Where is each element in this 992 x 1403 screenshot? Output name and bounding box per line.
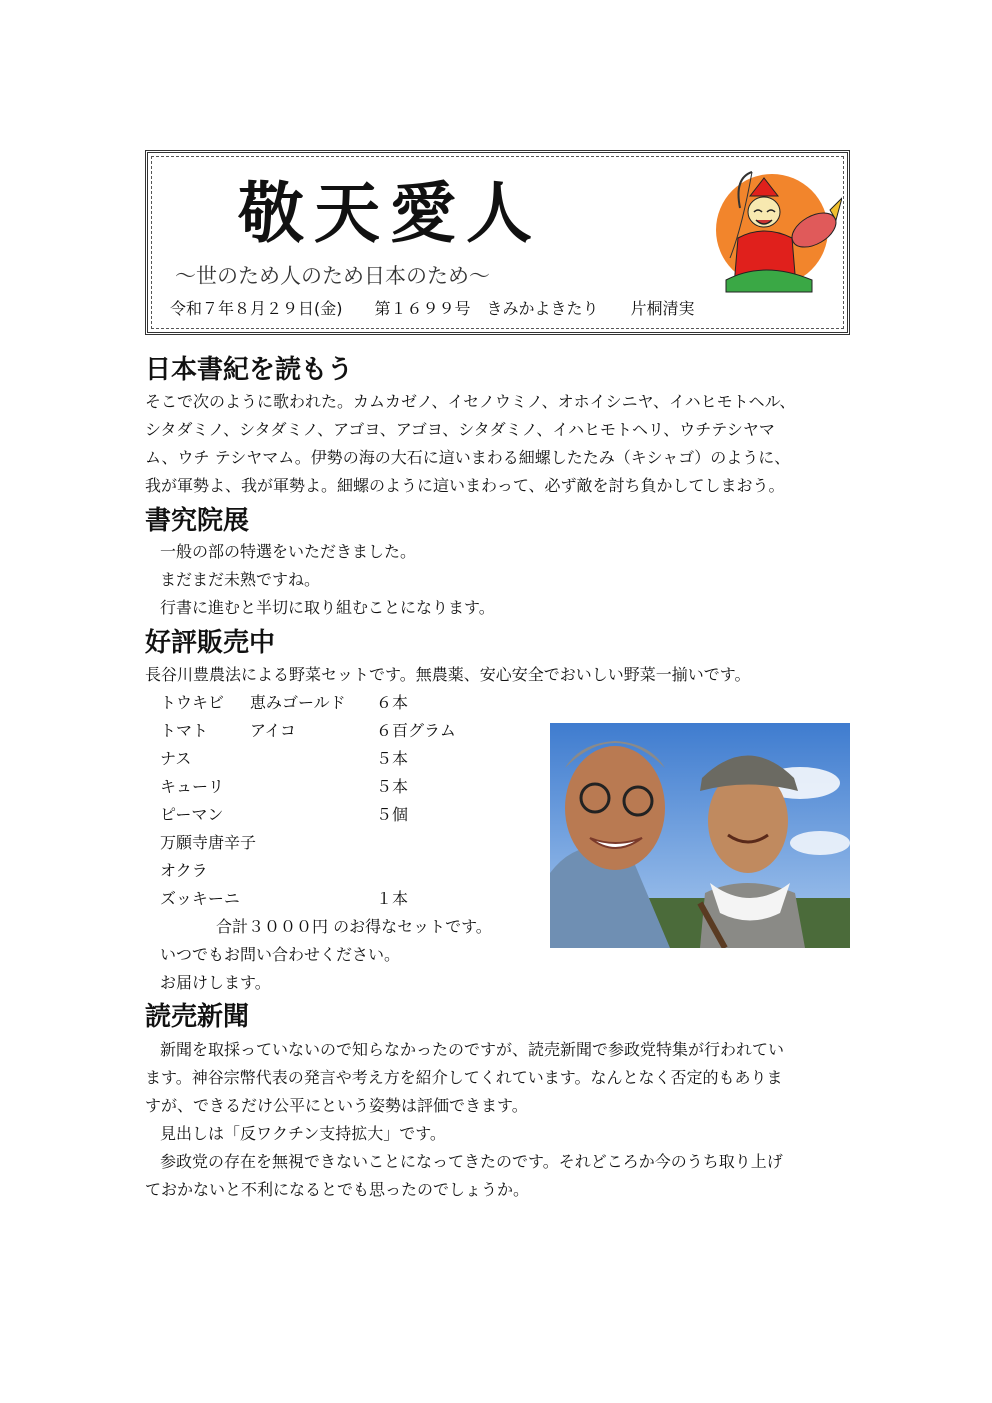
text-line: 参政党の存在を無視できないことになってきたのです。それどころか今のうち取り上げ (160, 1152, 783, 1171)
veg-name: キューリ (160, 777, 225, 796)
veg-name: 万願寺唐辛子 (160, 833, 257, 852)
farmers-photo (550, 723, 850, 948)
veg-qty: ５個 (376, 805, 409, 824)
text-line: 一般の部の特選をいただきました。 (160, 542, 417, 561)
veg-item (160, 773, 540, 801)
veg-qty: ５本 (376, 777, 409, 796)
veg-qty: ５本 (376, 749, 409, 768)
veg-variety: アイコ (250, 721, 296, 740)
text-line: 行書に進むと半切に取り組むことになります。 (160, 598, 495, 617)
section-heading-yomiuri: 読売新聞 (145, 1002, 250, 1032)
veg-qty: ６本 (376, 693, 409, 712)
text-line: まだまだ未熟ですね。 (160, 570, 321, 589)
text-line: すが、できるだけ公平にという姿勢は評価できます。 (145, 1096, 528, 1115)
text-line: 我が軍勢よ、我が軍勢よ。細螺のように這いまわって、必ず敵を討ち負かしてしまおう。 (145, 476, 785, 495)
sale-total: 合計３０００円 のお得なセットです。 (216, 917, 492, 936)
section-heading-sale: 好評販売中 (145, 628, 276, 658)
veg-item (160, 717, 540, 745)
section-heading-shokyuin: 書究院展 (145, 506, 250, 536)
text-line: 見出しは「反ワクチン支持拡大」です。 (160, 1124, 446, 1143)
veg-name: トウキビ (160, 693, 225, 712)
text-line: ます。神谷宗幣代表の発言や考え方を紹介してくれています。なんとなく否定的もありま (145, 1068, 783, 1087)
newsletter-title: 敬天愛人 (238, 174, 542, 252)
ebisu-mascot-icon (712, 168, 842, 298)
text-line: ム、ウチ テシヤマム。伊勢の海の大石に這いまわる細螺したたみ（キシャゴ）のように、 (145, 448, 791, 467)
veg-name: オクラ (160, 861, 208, 880)
veg-item (160, 857, 540, 885)
veg-item (160, 801, 540, 829)
newsletter-tagline: ～世のため人のため日本のため～ (175, 264, 490, 288)
sale-delivery: お届けします。 (160, 973, 271, 992)
sale-contact: いつでもお問い合わせください。 (160, 945, 401, 964)
veg-qty: １本 (376, 889, 409, 908)
text-line: シタダミノ、シタダミノ、アゴヨ、アゴヨ、シタダミノ、イハヒモトヘリ、ウチテシヤマ (145, 420, 775, 439)
text-line: ておかないと不利になるとでも思ったのでしょうか。 (145, 1180, 530, 1199)
veg-name: ナス (160, 749, 192, 768)
section-heading-nihonshoki: 日本書紀を読もう (145, 355, 354, 385)
nihonshoki-text (145, 388, 855, 500)
sale-intro: 長谷川豊農法による野菜セットです。無農薬、安心安全でおいしい野菜一揃いです。 (145, 665, 751, 684)
text-line: そこで次のように歌われた。カムカゼノ、イセノウミノ、オホイシニヤ、イハヒモトヘル、 (145, 392, 796, 411)
issue-info: 令和７年８月２９日(金) 第１６９９号 きみかよきたり 片桐清実 (170, 299, 695, 318)
veg-name: トマト (160, 721, 209, 740)
veg-item (160, 885, 540, 913)
veg-qty: ６百グラム (376, 721, 456, 740)
veg-item (160, 745, 540, 773)
veg-item (160, 829, 540, 857)
veg-name: ズッキーニ (160, 889, 240, 908)
veg-name: ピーマン (160, 805, 224, 824)
text-line: 新聞を取採っていないので知らなかったのですが、読売新聞で参政党特集が行われてい (160, 1040, 785, 1059)
veg-variety: 恵みゴールド (250, 693, 346, 712)
veg-item (160, 689, 540, 717)
